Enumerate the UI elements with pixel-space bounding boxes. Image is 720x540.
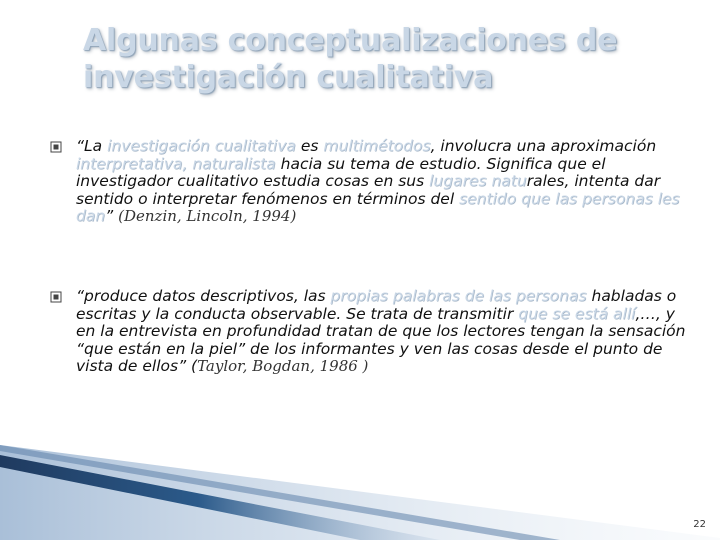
bullet1-highlight: interpretativa, naturalista — [76, 154, 276, 173]
bullet1-seg-8: rales, intenta dar sentido o interpretar fenómenos en términos del — [76, 172, 661, 208]
bullet1-highlight: lugares natu — [429, 172, 527, 190]
bullet1-seg-2: es — [295, 137, 324, 155]
title-line-1: Algunas conceptualizaciones de — [83, 23, 618, 58]
bullet1-seg-4: , involucra una aproximación — [430, 137, 657, 155]
bullet-item-2 — [50, 288, 690, 376]
bullet1-seg-0: “La — [76, 137, 108, 155]
bullet1-seg-6: hacia su tema de estudio. Significa que el investigador cualitativo estudia cosas en sus — [76, 154, 606, 190]
square-bullet-icon — [50, 291, 62, 303]
title-line-2: investigación cualitativa — [83, 60, 494, 95]
bullet2-highlight: que se está allí — [518, 304, 636, 323]
bullet2-seg-2: habladas o escritas y la conducta observable. Se trata de transmitir — [76, 287, 677, 323]
square-bullet-icon — [50, 141, 62, 153]
bullet-item-1 — [50, 138, 690, 226]
footer-decoration — [0, 445, 720, 540]
bullet1-seg-10: ” — [105, 207, 119, 225]
bullet2-citation: Taylor, Bogdan, 1986 ) — [197, 357, 369, 375]
bullet2-highlight: propias palabras de las personas — [330, 287, 587, 305]
slide-title — [83, 22, 703, 96]
bullet2-seg-0: “produce datos descriptivos, las — [76, 287, 331, 305]
bullet2-seg-4: ,…, y en la entrevista en profundidad tratan de que los lectores tengan la sensación “que están en la piel” de los informantes y ven las cosas desde el punto de vista de ellos” ( — [76, 304, 686, 375]
bullet1-highlight: sentido que las personas les dan — [76, 189, 680, 225]
bullet1-highlight: multimétodos — [323, 137, 431, 155]
bullet1-highlight: investigación cualitativa — [107, 137, 296, 155]
page-number: 22 — [693, 519, 706, 530]
bullet-text-2 — [76, 288, 690, 376]
bullet-text-1 — [76, 138, 690, 226]
bullet1-citation: (Denzin, Lincoln, 1994) — [118, 207, 297, 225]
